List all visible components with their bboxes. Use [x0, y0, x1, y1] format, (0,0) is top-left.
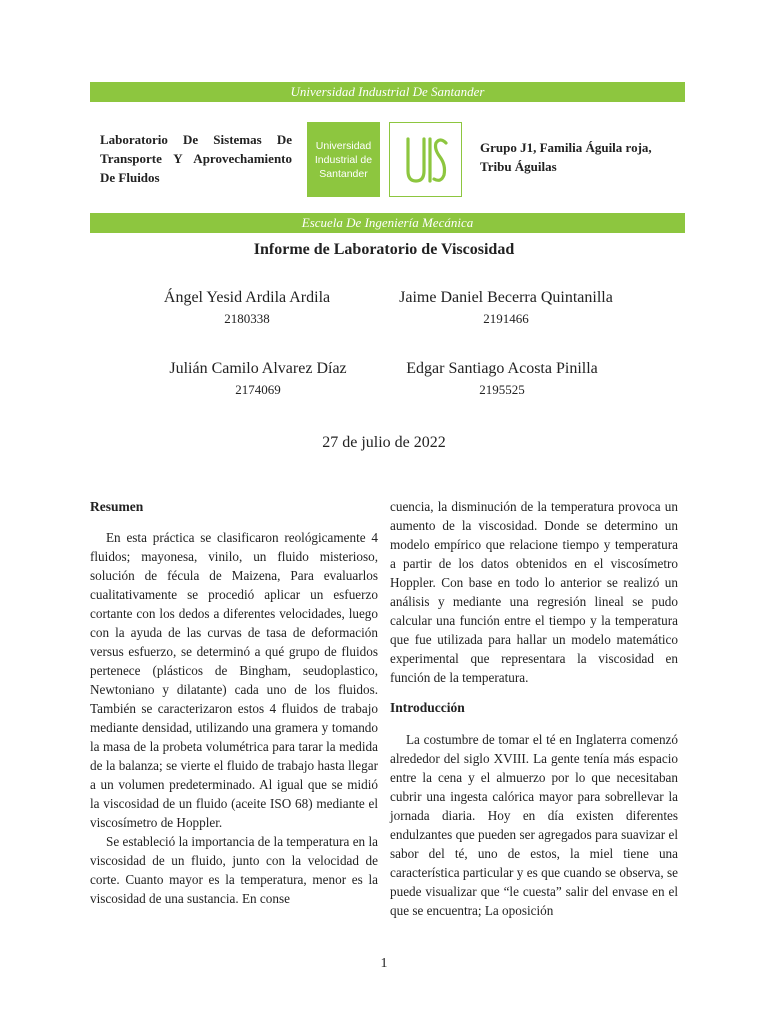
- abstract-paragraph-continued: cuencia, la disminución de la temperatura provoca un aumento de la viscosidad. Donde se determino un modelo empírico que relacione tiempo y temperatura a partir de los datos obtenidos en el viscosímetro Hoppler. Con base en todo lo anterior se realizó un análisis y mediante una regresión lineal se pudo calcular una función entre el tiempo y la temperatura que fue utilizada para hallar un modelo matemático experimental que representara la viscosidad en función de la temperatura.: [390, 499, 678, 685]
- author-code: 2174069: [235, 382, 281, 397]
- university-banner: Universidad Industrial De Santander: [90, 82, 685, 102]
- university-logo: [307, 122, 380, 197]
- abstract-paragraph: En esta práctica se clasificaron reológicamente 4 fluidos; mayonesa, vinilo, un fluido misterioso, solución de fécula de Maizena, Para evaluarlos cualitativamente se procedió aplicar un esfuerzo cortante con los dedos a diferentes velocidades, luego con la ayuda de las curvas de tasa de deformación versus esfuerzo, se determinó a qué grupo de fluidos pertenece (plásticos de Bingham, seudoplastico, Newtoniano y dilatante) cada uno de los fluidos. También se caracterizaron estos 4 fluidos de trabajo mediante densidad, utilizando una gramera y tomando la masa de la probeta volumétrica para tarar la medida de la balanza; se vierte el fluido de trabajo hasta llegar a un volumen predeterminado. Al igual que se midió la viscosidad de un fluido (aceite ISO 68) mediante el viscosímetro de Hoppler.: [90, 530, 378, 830]
- author-name: Julián Camilo Alvarez Díaz: [169, 360, 347, 377]
- author-name: Edgar Santiago Acosta Pinilla: [406, 360, 598, 377]
- author-block: [128, 358, 388, 400]
- left-column: [90, 497, 378, 908]
- author-block: [117, 287, 377, 329]
- page-number: 1: [380, 956, 388, 971]
- group-info: Grupo J1, Familia Águila roja, Tribu Águilas: [480, 140, 652, 174]
- logo-line: Santander: [319, 167, 368, 180]
- abstract-paragraph: Se estableció la importancia de la temperatura en la viscosidad de un fluido, junto con la velocidad de corte. Cuanto mayor es la temperatura, menor es la viscosidad de una sustancia. En conse: [90, 834, 378, 906]
- author-code: 2180338: [224, 311, 270, 326]
- abstract-heading: Resumen: [90, 499, 144, 514]
- right-column: [390, 497, 678, 920]
- introduction-heading: Introducción: [390, 700, 465, 715]
- logo-line: Universidad: [315, 139, 372, 152]
- logo-line: Industrial de: [314, 153, 373, 166]
- lab-name: Laboratorio De Sistemas De Transporte Y Aprovechamiento De Fluidos: [100, 132, 292, 185]
- author-name: Jaime Daniel Becerra Quintanilla: [399, 289, 613, 306]
- author-code: 2191466: [483, 311, 529, 326]
- school-banner: Escuela De Ingeniería Mecánica: [90, 213, 685, 233]
- author-code: 2195525: [479, 382, 525, 397]
- uis-seal-icon: [389, 122, 462, 197]
- author-name: Ángel Yesid Ardila Ardila: [163, 289, 331, 306]
- report-title: Informe de Laboratorio de Viscosidad: [253, 241, 515, 258]
- introduction-paragraph: La costumbre de tomar el té en Inglaterra comenzó alrededor del siglo XVIII. La gente tenía más espacio entre la cena y el almuerzo por lo que necesitaban cubrir una ingesta calórica mayor para sobrellevar la jornada diaria. Hoy en día existen diferentes endulzantes que pueden ser agregados para suavizar el sabor del té, uno de estos, la miel tiene una característica particular y es que cuando se observa, se puede visualizar que “le cuesta” salir del envase en el que se encuentra; La oposición: [390, 732, 678, 918]
- author-block: [364, 287, 648, 329]
- report-date: 27 de julio de 2022: [322, 434, 446, 451]
- author-block: [370, 358, 634, 400]
